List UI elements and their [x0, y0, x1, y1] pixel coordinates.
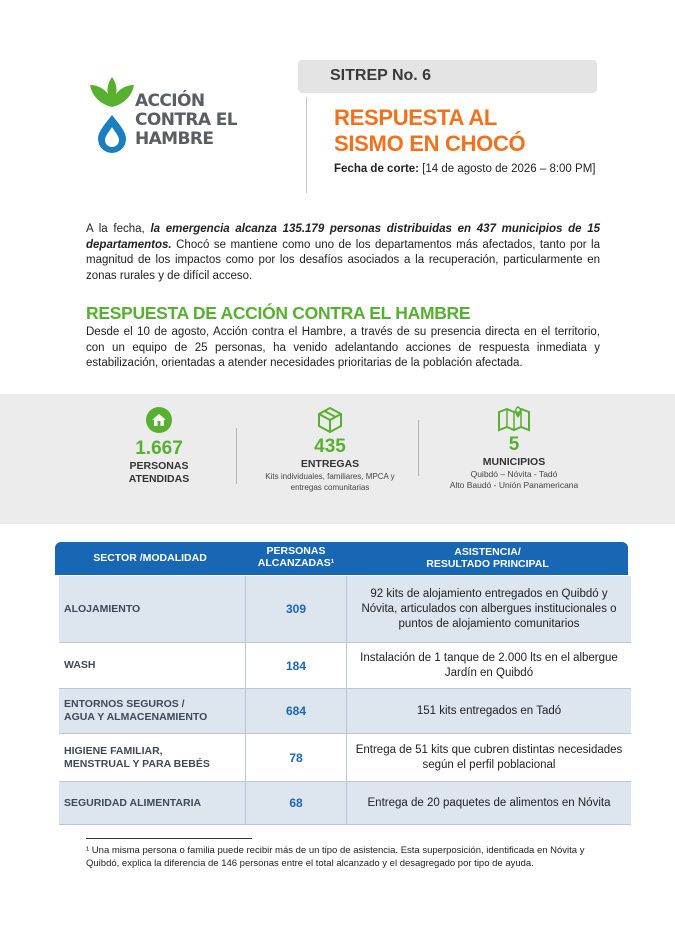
stat-deliveries-sub-2: entregas comunitarias — [290, 483, 370, 492]
stats-divider — [418, 420, 419, 476]
row-result: Entrega de 20 paquetes de alimentos en Nóvita — [367, 796, 611, 809]
row-sector: SEGURIDAD ALIMENTARIA — [64, 796, 202, 809]
stat-people-label-1: PERSONAS — [129, 460, 189, 472]
table-header — [55, 542, 628, 575]
row-sector: ALOJAMIENTO — [64, 602, 141, 615]
logo-mark-icon — [88, 75, 136, 155]
report-title-line-2: SISMO EN CHOCÓ — [334, 131, 526, 156]
sitrep-badge — [298, 60, 597, 93]
stats-band — [0, 394, 675, 524]
header-result-line-1: ASISTENCIA/ — [454, 546, 521, 558]
row-people: 78 — [245, 734, 347, 781]
sitrep-number: SITREP No. 6 — [330, 67, 432, 84]
footnote-rule — [86, 838, 252, 839]
report-title-line-1: RESPUESTA AL — [334, 105, 498, 130]
intro-rest: Chocó se mantiene como uno de los departamentos más afectados, tanto por la magnitud de los impactos como por los desafíos asociados a la recuperación, particularmente en zonas rurales y de difícil acceso. — [86, 238, 600, 282]
house-icon — [145, 406, 173, 434]
response-section-title: RESPUESTA DE ACCIÓN CONTRA EL HAMBRE — [86, 303, 471, 323]
row-result: 151 kits entregados en Tadó — [416, 704, 562, 717]
row-people: 309 — [245, 576, 347, 642]
stat-people-number: 1.667 — [135, 438, 183, 459]
stats-divider — [236, 428, 237, 484]
intro-paragraph — [86, 222, 600, 284]
stat-municipalities-label: MUNICIPIOS — [482, 456, 546, 468]
cutoff-date — [334, 163, 595, 175]
header-divider — [306, 97, 307, 193]
stat-municipalities-sub-1: Quibdó – Nóvita - Tadó — [470, 469, 558, 479]
row-result: Instalación de 1 tanque de 2.000 lts en el albergue Jardín en Quibdó — [360, 651, 618, 679]
header-people-line-2: ALCANZADAS¹ — [257, 557, 335, 569]
cutoff-value: [14 de agosto de 2026 – 8:00 PM] — [422, 163, 596, 175]
footnote: ¹ Una misma persona o familia puede recibir más de un tipo de asistencia. Esta superposición, identificada en Nóvita y Quibdó, explica la diferencia de 146 personas entre el total alcanzado y el desagregado por tipo de ayuda. — [86, 845, 585, 869]
header-result-line-2: RESULTADO PRINCIPAL — [426, 558, 549, 570]
row-sector: HIGIENE FAMILIAR, MENSTRUAL Y PARA BEBÉS — [64, 744, 210, 770]
stat-people — [96, 406, 222, 486]
logo-line-3: HAMBRE — [135, 129, 214, 149]
row-people: 184 — [245, 643, 347, 688]
logo-wordmark — [135, 92, 237, 149]
row-sector: ENTORNOS SEGUROS / AGUA Y ALMACENAMIENTO — [64, 698, 208, 723]
table-row — [59, 689, 631, 734]
header-people — [245, 545, 347, 569]
stat-deliveries — [244, 406, 416, 493]
row-sector: WASH — [64, 659, 96, 671]
report-title — [334, 105, 525, 157]
row-result: Entrega de 51 kits que cubren distintas necesidades según el perfil poblacional — [355, 743, 623, 771]
intro-emphasis: la emergencia alcanza 135.179 personas distribuidas en 437 municipios de 15 departamentos. — [86, 223, 601, 251]
stat-municipalities — [426, 404, 602, 491]
box-icon — [316, 406, 344, 434]
table-row — [59, 782, 631, 825]
row-result: 92 kits de alojamiento entregados en Quibdó y Nóvita, articulados con albergues institucionales o puntos de alojamiento comunitarios — [361, 587, 617, 630]
table-row — [59, 643, 631, 689]
logo-line-2: CONTRA EL — [135, 110, 237, 130]
intro-lead: A la fecha, — [86, 223, 151, 235]
map-pin-icon — [497, 404, 531, 432]
stat-deliveries-sub-1: Kits individuales, familiares, MPCA y — [265, 472, 395, 481]
response-section-text: Desde el 10 de agosto, Acción contra el Hambre, a través de su presencia directa en el territorio, con un equipo de 25 personas, ha venido adelantando acciones de respuesta inmediata y estabilización, orientadas a atender necesidades prioritarias de la población afectada. — [86, 326, 600, 369]
stat-deliveries-number: 435 — [314, 436, 346, 457]
cutoff-label: Fecha de corte: — [334, 163, 419, 175]
organization-logo — [88, 75, 238, 155]
header-result — [347, 546, 628, 570]
stat-municipalities-sub-2: Alto Baudó - Unión Panamericana — [449, 480, 579, 490]
stat-deliveries-label: ENTREGAS — [300, 458, 360, 470]
table-row — [59, 576, 631, 643]
logo-line-1: ACCIÓN — [135, 91, 205, 111]
table-row — [59, 734, 631, 782]
stat-people-label-2: ATENDIDAS — [128, 473, 190, 485]
row-people: 68 — [245, 782, 347, 824]
header-sector: SECTOR /MODALIDAD — [93, 552, 207, 564]
stat-municipalities-number: 5 — [508, 434, 520, 455]
header-people-line-1: PERSONAS — [266, 545, 326, 557]
row-people: 684 — [245, 689, 347, 733]
